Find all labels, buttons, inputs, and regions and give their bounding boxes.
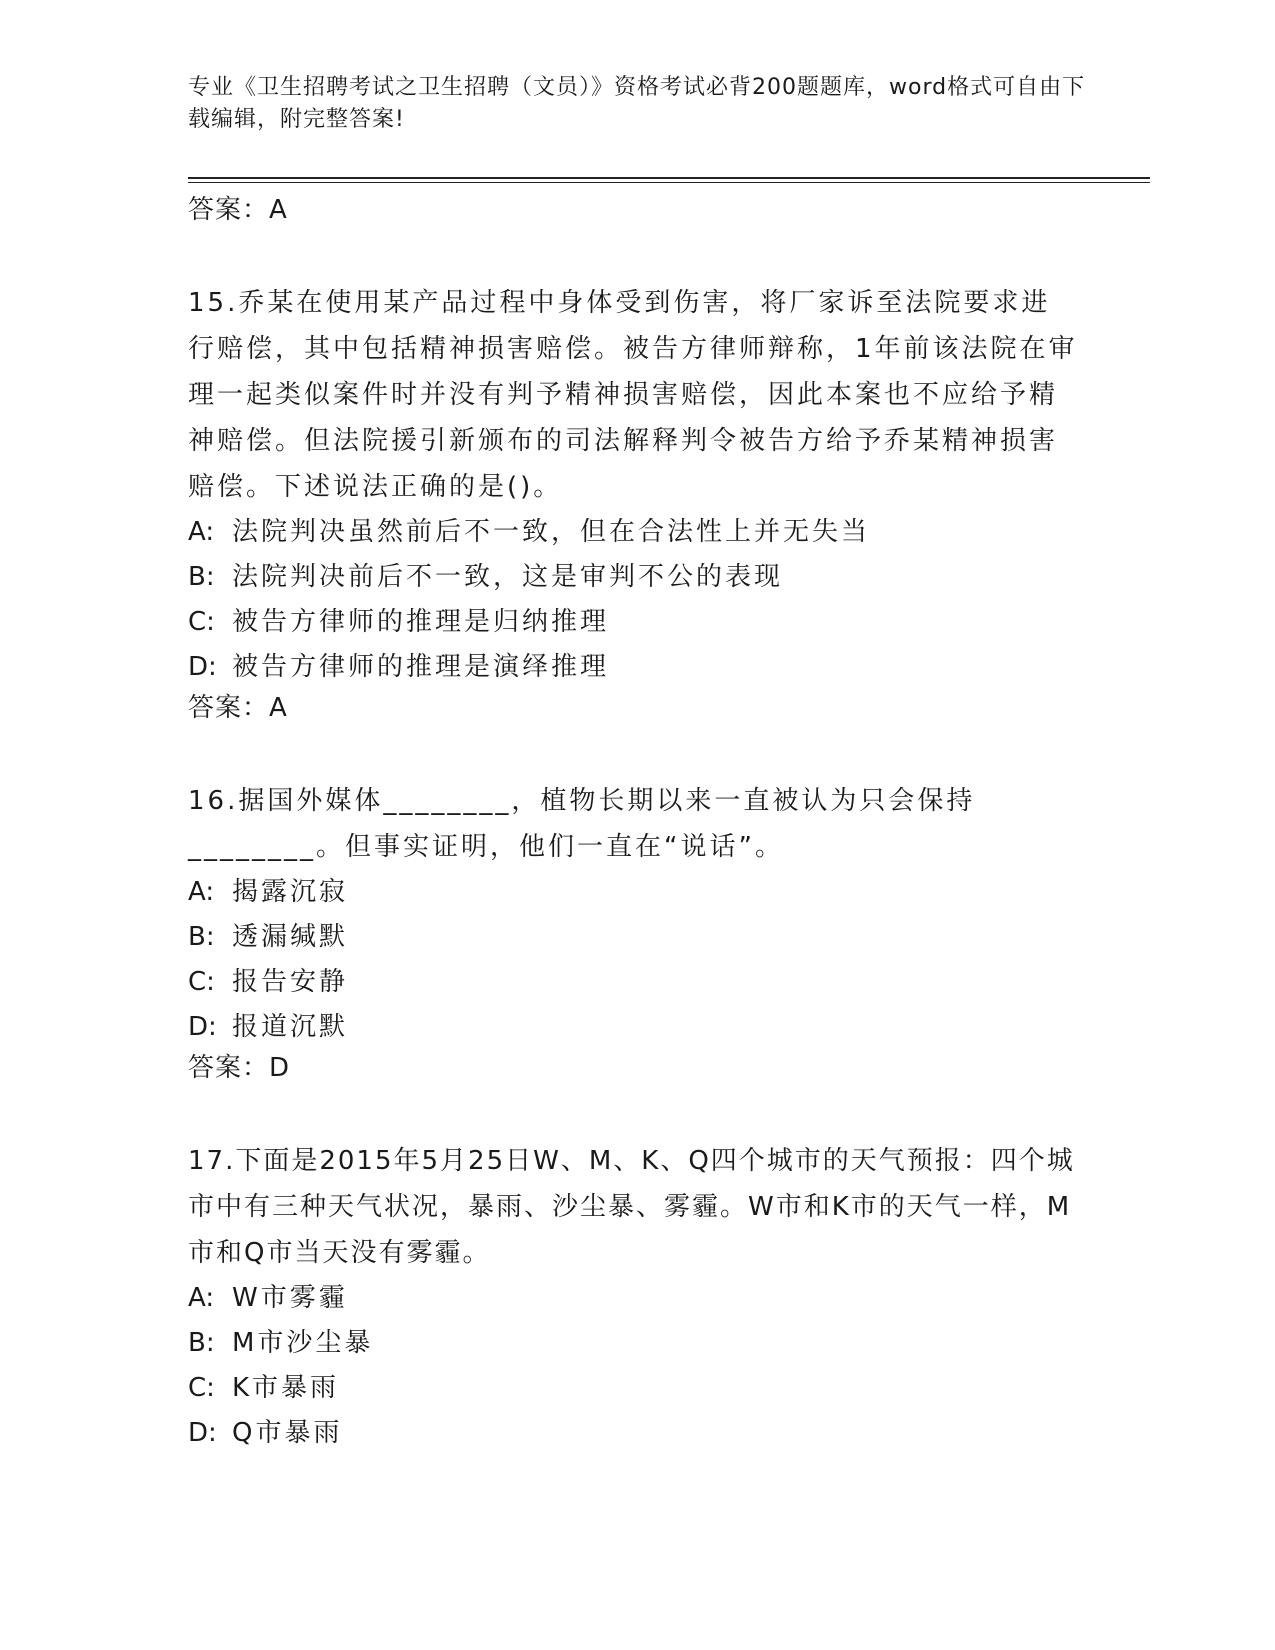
question-stem: 17.下面是2015年5月25日W、M、K、Q四个城市的天气预报：四个城市中有三种天气状况，暴雨、沙尘暴、雾霾。W市和K市的天气一样，M市和Q市当天没有雾霾。: [188, 1146, 1075, 1268]
option-text: 被告方律师的推理是演绎推理: [232, 652, 610, 682]
option-letter: B:: [188, 1328, 215, 1358]
option-b: [188, 555, 1088, 600]
option-d: [188, 645, 1088, 690]
option-text: 报告安静: [232, 967, 349, 997]
option-b: [188, 915, 1088, 960]
option-c: [188, 960, 1088, 1005]
option-text: 法院判决虽然前后不一致，但在合法性上并无失当: [232, 517, 871, 547]
option-c: [188, 600, 1088, 645]
page-header: 专业《卫生招聘考试之卫生招聘（文员）》资格考试必背200题题库，word格式可自由下载编辑，附完整答案!: [188, 75, 1086, 132]
option-letter: B:: [188, 562, 215, 592]
header-divider-thick: [188, 177, 1150, 179]
option-a: [188, 510, 1088, 555]
option-b: [188, 1321, 1088, 1366]
question-list: [188, 192, 1088, 1456]
previous-answer: 答案：A: [188, 195, 288, 225]
option-text: Q市暴雨: [232, 1418, 343, 1448]
option-letter: C:: [188, 1373, 215, 1403]
option-text: M市沙尘暴: [232, 1328, 374, 1358]
option-letter: D:: [188, 1418, 217, 1448]
question-17: [188, 1138, 1088, 1456]
option-letter: A:: [188, 517, 215, 547]
option-d: [188, 1411, 1088, 1456]
answer: 答案：A: [188, 693, 288, 723]
option-text: 揭露沉寂: [232, 877, 349, 907]
option-text: 被告方律师的推理是归纳推理: [232, 607, 610, 637]
option-c: [188, 1366, 1088, 1411]
option-d: [188, 1005, 1088, 1050]
question-16: [188, 778, 1088, 1086]
question-15: [188, 280, 1088, 726]
option-letter: B:: [188, 922, 215, 952]
option-text: 透漏缄默: [232, 922, 349, 952]
option-letter: C:: [188, 607, 215, 637]
option-letter: C:: [188, 967, 215, 997]
option-text: K市暴雨: [232, 1373, 340, 1403]
question-stem: 16.据国外媒体________，植物长期以来一直被认为只会保持________。但事实证明，他们一直在“说话”。: [188, 786, 976, 862]
option-text: 报道沉默: [232, 1012, 349, 1042]
option-text: 法院判决前后不一致，这是审判不公的表现: [232, 562, 784, 592]
option-letter: A:: [188, 1283, 215, 1313]
option-a: [188, 1276, 1088, 1321]
option-text: W市雾霾: [232, 1283, 348, 1313]
header-divider-thin: [188, 182, 1150, 183]
option-letter: D:: [188, 652, 217, 682]
option-letter: A:: [188, 877, 215, 907]
question-stem: 15.乔某在使用某产品过程中身体受到伤害，将厂家诉至法院要求进行赔偿，其中包括精神损害赔偿。被告方律师辩称，1年前该法院在审理一起类似案件时并没有判予精神损害赔偿，因此本案也不应给予精神赔偿。但法院援引新颁布的司法解释判令被告方给予乔某精神损害赔偿。下述说法正确的是()。: [188, 288, 1078, 502]
option-letter: D:: [188, 1012, 217, 1042]
option-a: [188, 870, 1088, 915]
answer: 答案：D: [188, 1053, 291, 1083]
